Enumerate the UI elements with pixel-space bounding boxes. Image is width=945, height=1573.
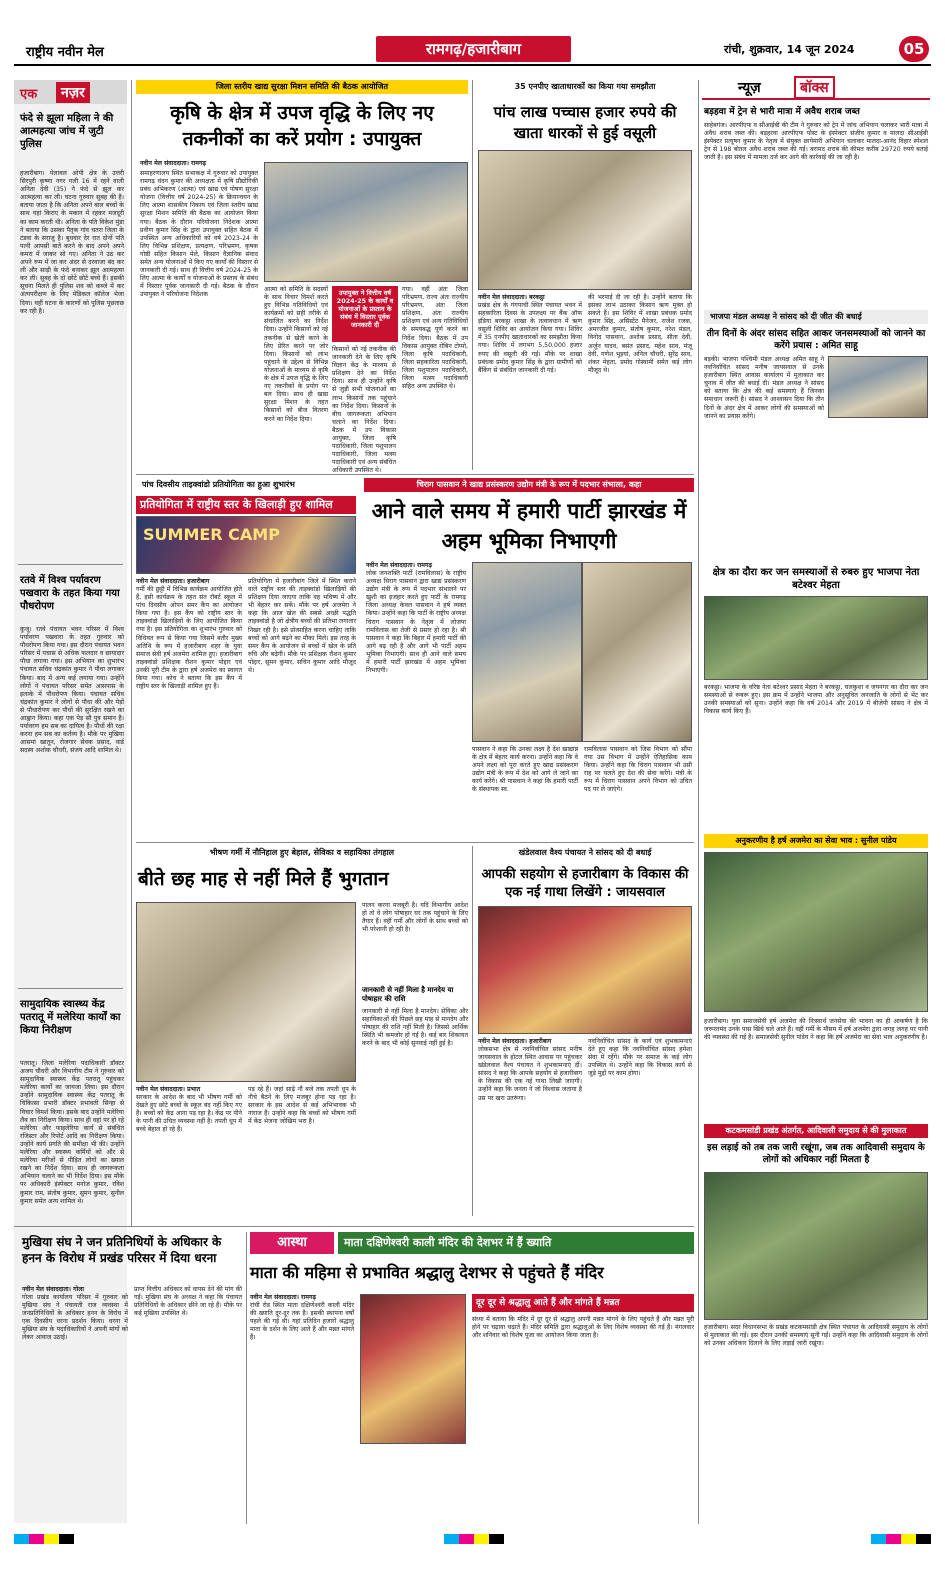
registration-marks [14, 1534, 931, 1546]
news-2-body: बड़की। भाजपा पश्चिमी मंडल अध्यक्ष अमित साहू ने नवनिर्वाचित सांसद मनीष जायसवाल से उनके हजारीबाग स्थित आवास कार्यालय में मुलाकात कर चुनाव में जीत की बधाई दी। मंडल अध्यक्ष ने सांसद को बताया कि क्षेत्र की कई समस्याएं हैं जिनका समाधान जरूरी है। सांसद ने आश्वासन दिया कि तीन दिनों के अंदर क्षेत्र में आकर लोगों की समस्याओं को जानने का प्रयास करेंगे। [704, 356, 824, 420]
news-5-kicker: कटकमसांडी प्रखंड अंतर्गत, आदिवासी समुदाय से की मुलाकात [704, 1124, 928, 1138]
chirag-photo-2 [582, 562, 692, 742]
meeting-photo [264, 162, 468, 282]
recovery-body-1: प्रखंड क्षेत्र के गंगपाची स्थित पंचायत भवन में सहकारिता दिवस के उपलक्ष्य पर बैंक ऑफ इंडिया बरकट्ठा शाखा के तत्वावधान में ऋण वसूली शिविर का आयोजन किया गया। शिविर में 35 एनपीए खाताधारकों का समझौता किया गया। शिविर में लगभग 5,50,000 हजार रुपए की वसूली की गई। मौके पर शाखा प्रबंधक प्रमोद कुमार सिंह के द्वारा ग्रामीणों को बैंकिंग से संबंधित जानकारी दी गई। [478, 302, 582, 374]
row-rule [136, 842, 694, 843]
right-column [702, 74, 930, 1524]
paper-name: राष्ट्रीय नवीन मेल [26, 45, 104, 60]
brief-2-title: रतवे में विश्व पर्यावरण पखवारा के तहत किया गया पौधरोपण [20, 575, 120, 612]
protest-body-1: गोला प्रखंड कार्यालय परिसर में गुरुवार को मुखिया संघ ने पंचायती राज व्यवस्था में जनप्रतिनिधियों के अधिकार हनन के विरोध में एक दिवसीय धरना प्रदर्शन किया। धरना में मुखिया संघ के पदाधिकारियों ने अपनी मांगों को लेकर आवाज उठाई। [22, 1294, 128, 1342]
chirag-photo-1 [472, 562, 582, 742]
news-2-kicker: भाजपा मंडल अध्यक्ष ने सांसद को दी जीत की बधाई [704, 310, 928, 324]
chirag-body-1: लोक जनशक्ति पार्टी (रामविलास) के राष्ट्रीय अध्यक्ष चिराग पासवान द्वारा खाद्य प्रसंस्करण उद्योग मंत्री के रूप में पदभार संभालने पर खुशी का इजहार करते हुए पार्टी के रामगढ़ जिला अध्यक्ष केवल पासवान ने हर्ष व्यक्त किया। उन्होंने कहा कि पार्टी के राष्ट्रीय अध्यक्ष चिराग पासवान के नेतृत्व में लोजपा रामविलास का तेजी से प्रसार हो रहा है। श्री पासवान ने कहा कि बिहार में हमारी पार्टी की आगे बढ़ रही है और आगे भी पार्टी अहम भूमिका निभाएगी। साथ ही आने वाले समय में हमारी पार्टी झारखंड में अहम भूमिका निभाएगी। [366, 570, 466, 675]
heat-headline: बीते छह माह से नहीं मिले हैं भुगतान [138, 868, 389, 890]
story-chirag [364, 478, 694, 838]
divider [18, 564, 123, 565]
news-5-title: इस लड़ाई को तब तक जारी रखूंगा, जब तक आदिवासी समुदाय के लोगों को अधिकार नहीं मिलता है [707, 1143, 925, 1165]
food-callout: उपायुक्त ने वित्तीय वर्ष 2024-25 के कार्यों व योजनाओं के प्रस्ताव के संबंध में विस्तार पूर्वक जानकारी दी [332, 286, 398, 342]
column-rule [246, 1232, 247, 1524]
story-food-security [136, 80, 468, 475]
jaiswal-body-1: लोकसभा क्षेत्र से नवनिर्वाचित सांसद मनीष जायसवाल के होटल स्थित आवास पर पहुंचकर खंडेलवाल वैश्य पंचायत ने शुभकामनाएं दीं। सांसद ने कहा कि आपके सहयोग से हजारीबाग के विकास की एक नई गाथा लिखी जाएगी। उन्होंने कहा कि जनता ने जो विश्वास जताया है उस पर खरा उतरूंगा। [478, 1046, 582, 1102]
recovery-kicker: 35 एनपीए खाताधारकों का किया गया समझौता [514, 82, 656, 91]
taekwondo-body-2: प्रतियोगिता में हजारीबाग जिले में स्थित कराने वाले राष्ट्रीय स्तर की ताइक्वांडो खिलाड़ियों की प्रशिक्षण दिया जाएगा ताकि वह भविष्य में और भी बेहतर कर सकें। मौके पर हर्ष अजमेरा ने कहा कि आज खेल की सबसे अच्छी पद्धति ताइक्वांडो है जो क्षेत्रीय बच्चों की प्रतिभा लगातार निखर रही है। इसे प्रोत्साहित करना चाहिए ताकि बच्चों को आगे बढ़ने का मौका मिले। इस तरह के समर कैंप के आयोजन से बच्चों में खेल के प्रति रुचि और बढ़ेगी। मौके पर प्रशिक्षक रौशन कुमार पोद्दार, सुमन कुमार, सचिन कुमार आदि मौजूद थे। [248, 578, 356, 675]
heat-kicker: भीषण गर्मी में नौनिहाल हुए बेहाल, सेविका व सहायिका तंगहाल [209, 848, 395, 857]
column-rule [472, 846, 473, 1216]
chirag-body-3: रामविलास पासवान को जिस विभाग को सौंपा गया उस विभाग में उन्होंने ऐतिहासिक काम किया। उन्होंने कहा कि चिराग पासवान भी उसी राह पर चलते हुए देश की सेवा करेंगे। मंत्री के रूप में चिराग पासवान अपने विभाग को उचित पद पर ले जाएंगे। [584, 746, 692, 794]
story-protest [22, 1232, 242, 1524]
chirag-kicker: चिराग पासवान ने खाद्य प्रसंस्करण उद्योग मंत्री के रूप में पदभार संभाला, कहा [364, 478, 694, 492]
temple-subhead: दूर दूर से श्रद्धालु आते हैं और मांगते हैं मन्नत [472, 1294, 694, 1312]
food-body-3: किसानों को नई तकनीक की जानकारी देने के लिए कृषि विज्ञान केंद्र के माध्यम से प्रशिक्षण देने का निर्देश दिया। साथ ही उन्होंने कृषि से जुड़ी सभी योजनाओं का लाभ किसानों तक पहुंचाने का निर्देश दिया। किसानों के बीच जागरूकता अभियान चलाने का निर्देश दिया। बैठक में उप विकास आयुक्त, जिला कृषि पदाधिकारी, जिला पशुपालन पदाधिकारी, जिला मत्स्य पदाधिकारी एवं अन्य संबंधित अधिकारी उपस्थित थे। [332, 346, 396, 475]
protest-byline: नवीन मेल संवाददाता। गोला [22, 1286, 85, 1293]
food-kicker: जिला स्तरीय खाद्य सुरक्षा मिशन समिति की बैठक आयोजित [136, 80, 468, 94]
header-part-b: नज़र [56, 82, 90, 103]
story-loan-recovery [476, 80, 694, 470]
taekwondo-byline: नवीन मेल संवाददाता। हजारीबाग [136, 578, 210, 585]
protest-body-2: प्राप्त वित्तीय अधिकार को वापस देने की मांग की गई। मुखिया संघ के अध्यक्ष ने कहा कि पंचायत प्रतिनिधियों के अधिकार छीने जा रहे हैं। मौके पर कई मुखिया उपस्थित थे। [134, 1286, 242, 1318]
mp-photo [828, 356, 928, 418]
color-swatch [871, 1534, 931, 1544]
news-3-title: क्षेत्र का दौरा कर जन समस्याओं से रुबरु हुए भाजपा नेता बटेश्वर मेहता [712, 567, 920, 591]
dateline: रांची, शुक्रवार, 14 जून 2024 [724, 43, 855, 56]
heat-subhead: जानकारी से नहीं मिला है मानदेय या पोषाहार की राशि [362, 986, 454, 1003]
chirag-body-2: पासवान ने कहा कि उनका लक्ष्य है देश खाद्यान्न के क्षेत्र में बेहतर कार्य करना। उन्होंने कहा कि वे अपने लक्ष्य को पूरा करते हुए खाद्य प्रसंस्करण उद्योग मंत्री के रूप में देश को आगे ले जाने का कार्य करेंगे। श्री पासवान ने कहा कि हमारी पार्टी के संस्थापक स्व. [472, 746, 578, 794]
story-taekwondo [136, 478, 356, 838]
aastha-label: आस्था [250, 1232, 334, 1254]
heat-byline: नवीन मेल संवाददाता। प्रभात [136, 1086, 201, 1093]
column-rule [698, 80, 699, 1524]
camp-banner-text: SUMMER CAMP [143, 525, 280, 544]
temple-body-1: रांची रोड स्थित माता दक्षिणेश्वरी काली मंदिर की ख्याति दूर-दूर तक है। इसकी स्थापना वर्षों पहले की गई थी। यहां प्रतिदिन हजारों श्रद्धालु माता के दर्शन के लिए आते हैं और मन्नत मांगते हैं। [250, 1302, 354, 1342]
row-rule [14, 1226, 694, 1227]
divider [18, 988, 123, 989]
heat-body-2: पड़ रहे हैं। जहां साढ़े नौ बजे तक तपती धूप के नीचे बैठने के लिए मजबूर होना पड़ रहा है। सरकार के इस आदेश से कई अभिभावक भी नाराज हैं। उन्होंने कहा कि बच्चों को भीषण गर्मी में केंद्र भेजना जोखिम भरा है। [248, 1086, 356, 1126]
row-rule [136, 474, 694, 475]
section-title: रामगढ़/हजारीबाग [425, 40, 522, 58]
heat-body-4: जानकारी से नहीं मिला है मानदेय। सेविका और सहायिकाओं की पिछले छह माह से मानदेय और पोषाहार की राशि नहीं मिली है। जिससे आर्थिक स्थिति भी कमजोर हो गई है। कई बार शिकायत करने के बाद भी कोई सुनवाई नहीं हुई है। [362, 1008, 468, 1048]
food-body-2: आत्मा को समिति के सदस्यों के साथ विचार विमर्श करते हुए विभिन्न गतिविधियों एवं कार्यक्रमों को सही तरीके से संचालित करने का निर्देश दिया। उन्होंने किसानों को नई तकनीक से खेती करने के लिए प्रेरित करने पर जोर दिया। किसानों को लाभ पहुंचाने के उद्देश्य से विभिन्न योजनाओं के माध्यम से कृषि के क्षेत्र में उपज वृद्धि के लिए नए तकनीकों के प्रयोग पर बल दिया। साथ ही खाद्य सुरक्षा मिशन के तहत किसानों को बीज वितरण करने का निर्देश दिया। [264, 286, 328, 423]
well-photo [704, 852, 928, 1012]
brief-3-title: सामुदायिक स्वास्थ्य केंद्र पतरातू में मलेरिया कार्यों का किया निरीक्षण [20, 999, 121, 1036]
column-rule [131, 80, 132, 1226]
column-rule [472, 80, 473, 470]
news-1-body: साहेबगंज। आरपीएफ व सीआईबी की टीम ने गुरुवार को ट्रेन में जांच अभियान चलाकर भारी मात्रा में अवैध शराब जब्त की। बड़हरवा आरपीएफ पोस्ट के इंस्पेक्टर संजीव कुमार व मालदा सीआईबी इंस्पेक्टर प्रत्यूषन कुमार के नेतृत्व में संयुक्त छापेमारी अभियान चलाकर मालदा-आनंद विहार स्पेशल ट्रेन से 198 बोतल अवैध शराब जब्त की गई। बरामद शराब की कीमत करीब 29720 रुपये बताई जाती है। इस संबंध में मामला दर्ज कर आगे की कार्रवाई की जा रही है। [704, 122, 928, 162]
page-number: 05 [899, 36, 929, 62]
news-4-body: हजारीबाग। युवा समाजसेवी हर्ष अजमेरा की निःस्वार्थ जनसेवा की भावना का ही आकर्षण है कि जरूरतमंद उनके पास खिंचे चले आते हैं। वहीं गर्मी के मौसम में हर्ष अजमेरा द्वारा जगह जगह पर पानी की व्यवस्था की गई है। समाजसेवी सुनील पांडेय ने कहा कि हर्ष अजमेरा का सेवा भाव अनुकरणीय है। [704, 1018, 928, 1042]
taekwondo-kicker: पांच दिवसीय ताइक्वांडो प्रतियोगिता का हुआ शुभारंभ [142, 480, 295, 489]
taekwondo-body-1: गर्मी की छुट्टी में विभिन्न कार्यक्रम आयोजित होते हैं, इसी कार्यक्रम के तहत संत रॉबर्ट स्कूल में पांच दिवसीय ओपन समर कैंप का आयोजन किया गया है। इस कैंप को राष्ट्रीय स्तर के ताइक्वांडो खिलाड़ियों के लिए आयोजित किया गया है। इस प्रतियोगिता का शुभारंभ गुरुवार को विधिवत रूप से किया गया जिसमें बतौर मुख्य अतिथि के रूप में हजारीबाग शहर के युवा समाज सेवी हर्ष अजमेरा शामिल हुए। हजारीबाग ताइक्वांडो प्रशिक्षक रौशन कुमार पोद्दार एवं उनकी पूरी टीम के द्वारा हर्ष अजमेरा का स्वागत किया गया। कोच ने बताया कि इस कैंप में राष्ट्रीय स्तर के खिलाड़ी शामिल हुए हैं। [136, 586, 242, 691]
tour-photo [704, 596, 928, 680]
food-headline: कृषि के क्षेत्र में उपज वृद्धि के लिए नए तकनीकों का करें प्रयोग : उपायुक्त [170, 102, 434, 150]
jaiswal-photo [478, 906, 692, 1034]
news-4-kicker: अनुकरणीय है हर्ष अजमेरा का सेवा भाव : सुनील पांडेय [704, 834, 928, 848]
header-part-b: बॉक्स [794, 76, 835, 99]
brief-2-body: कुजू। रतवे पंचायत भवन परिसर में विश्व पर्यावरण पखवारा के तहत गुरुवार को पौधरोपण किया गया। इस दौरान पंचायत भवन परिसर में पचास से अधिक फलदार व छायादार पौधा लगाया गया। इस अभियान का शुभारंभ पंचायत सचिव चंद्रकांत कुमार ने पौधा लगाकर किया। बाद में अन्य कई लगाया गया। उन्होंने लोगों ने पंचायत परिसर समेत आसपास के इलाके में पौधरोपण किया। पंचायत सचिव चंद्रकांत कुमार ने लोगों से पौधा की और पेड़ों से पौधारोपण कर पौधों की सुरक्षित रखने का आह्वान किया। कहा एक पेड़ सौ पुत्र समान है। पर्यावरण हम सब का दायित्व है। पौधों की रक्षा करना हम सब का कर्तव्य है। मौके पर मुखिया आसमां खातून, रोजगार सेवक प्रसाद, वार्ड सदस्य अशोक चौधरी, संजय आदि शामिल थे। [20, 626, 124, 755]
color-swatch [444, 1534, 504, 1544]
color-swatch [14, 1534, 74, 1544]
recovery-byline: नवीन मेल संवाददाता। बरकट्ठा [478, 294, 545, 301]
jaiswal-byline: नवीन मेल संवाददाता। हजारीबाग [478, 1038, 552, 1045]
brief-3-body: पतरातू। जिला मलेरिया पदाधिकारी डॉक्टर अजय चौधरी और विभागीय टीम ने गुरुवार को सामुदायिक स्वास्थ्य केंद्र पतरातू पहुंचकर मलेरिया कार्यों का जायजा लिया। इस दौरान उन्होंने सामुदायिक स्वास्थ्य केंद्र पतरातू के चिकित्सा प्रभारी डॉक्टर प्रभावती सिन्हा से विचार विमर्श किया। इसके बाद उन्होंने मलेरिया लैब का निरीक्षण किया। साथ ही वहां पर हो रहे मलेरिया और फाइलेरिया कार्य से संबंधित रजिस्टर और रिपोर्ट आदि का निरीक्षण किया। उन्होंने कार्य प्रगति की समीक्षा भी की। उन्होंने मलेरिया और स्वास्थ्य कर्मियों को और से मलेरिया मरीजों से पीड़ित लोगों का ख्याल रखने का निर्देश दिया। साथ ही जागरूकता अभियान चलाने का भी निर्देश दिया। इस मौके पर अधिकारी इंस्पेक्टर मनोज कुमार, रविश कुमार राम, संतोष कुमार, सुमन कुमार, सुनील कुमार समेत अन्य शामिल थे। [20, 1060, 124, 1205]
masthead [14, 32, 931, 66]
news-5-body: हजारीबाग। सदर विधानसभा के प्रखंड कटकमसांडी क्षेत्र स्थित पंचायत के आदिवासी समुदाय के लोगों से मुलाकात की गई। इस दौरान उनकी समस्याएं सुनी गईं। उन्होंने कहा कि आदिवासी समुदाय के लोगों को उनका अधिकार दिलाने के लिए लड़ाई जारी रखूंगा। [704, 1324, 928, 1348]
ek-nazar-header [14, 80, 127, 104]
story-jaiswal [476, 846, 694, 1216]
recovery-body-2: की भरपाई दी जा रही है। उन्होंने बताया कि इसका लाभ उठाकर किसान ऋण मुक्त हो सकते हैं। इस शिविर में शाखा प्रबंधक प्रमोद कुमार सिंह, असिस्टेंट मैनेजर, राजेश रजक, अमरजीत कुमार, संतोष कुमार, नरेश मंडल, विनोद पासवान, अशोक प्रसाद, सीता देवी, अर्जुन यादव, बसंत प्रसाद, महेश साव, मंजू देवी, गणेश भुइयां, अनिल चौधरी, सुरेंद्र साव, शंकर मेहता, प्रमोद गोस्वामी समेत कई लोग मौजूद थे। [588, 294, 692, 374]
temple-kicker: माता दक्षिणेश्वरी काली मंदिर की देशभर में हैं ख्याति [338, 1232, 694, 1254]
news-1-title: बड़हवा में ट्रेन से भारी मात्रा में अवैध शराब जब्त [704, 107, 860, 117]
heat-body-1: सरकार के आदेश के बाद भी भीषण गर्मी को देखते हुए छोटे बच्चों के स्कूल बंद नहीं किए गए हैं। बच्चों को केंद्र आना पड़ रहा है। केंद्र पर पीने के पानी की उचित व्यवस्था नहीं है। तपती धूप में बच्चे बेहाल हो रहे हैं। [136, 1094, 242, 1134]
brief-1-title: फंदे से झूला महिला ने की आत्महत्या जांच में जुटी पुलिस [20, 113, 114, 150]
section-banner [376, 36, 571, 62]
jaiswal-body-2: नवनिर्वाचित सांसद के कार्य एवं शुभकामनाएं देते हुए कहा कि नवनिर्वाचित सांसद हमेशा सेवा में रहेंगे। मौके पर समाज के कई लोग उपस्थित थे। उन्होंने कहा कि विकास कार्य से जुड़े मुद्दों पर काम होगा। [588, 1038, 692, 1078]
temple-body-2: संध्या में बताया कि मंदिर में दूर दूर से श्रद्धालु अपनी मन्नत मांगने के लिए पहुंचते हैं और मन्नत पूरी होने पर चढ़ावा चढ़ाते हैं। मंदिर समिति द्वारा श्रद्धालुओं के लिए विशेष व्यवस्था की गई है। मंगलवार और शनिवार को विशेष पूजा का आयोजन किया जाता है। [472, 1316, 694, 1340]
story-temple [250, 1232, 694, 1524]
chirag-byline: नवीन मेल संवाददाता। रामगढ़ [366, 562, 432, 569]
food-body-4: गया। वहीं अंतः जिला परिभ्रमण, राज्य अंतः राज्यीय परिभ्रमण, अंतः जिला प्रशिक्षण, अंतः राज्यीय प्रशिक्षण एवं अन्य गतिविधियों के समयबद्ध पूर्ण करने का निर्देश दिया। बैठक में उप विकास आयुक्त रोबिन टोप्पो, जिला कृषि पदाधिकारी, जिला सहकारिता पदाधिकारी, जिला पशुपालन पदाधिकारी, जिला मत्स्य पदाधिकारी सहित अन्य उपस्थित थे। [402, 286, 468, 391]
bank-photo [478, 150, 692, 290]
news-2-title: तीन दिनों के अंदर सांसद सहित आकर जनसमस्याओं को जानने का करेंगे प्रयास : अमित साहू [706, 329, 926, 351]
story-heat [136, 846, 468, 1216]
food-byline: नवीन मेल संवाददाता। रामगढ़ [140, 160, 206, 167]
news-3-body: बरकट्ठा। भाजपा के वरिष्ठ नेता बटेश्वर प्रसाद मेहता ने बरकट्ठा, चलकुशा व जयनगर का दौरा कर जन समस्याओं से रूबरू हुए। इस क्रम में उन्होंने भाजपा और अनुसूचित जनजाति के लोगों से भेंट कर उनकी समस्याओं को सुना। उन्होंने कहा कि वर्ष 2014 और 2019 में बीजेपी सांसद ने क्षेत्र में विकास कार्य किए हैं। [704, 684, 928, 716]
jaiswal-kicker: खंडेलवाल वैश्य पंचायत ने सांसद को दी बधाई [518, 848, 652, 857]
children-photo [136, 902, 356, 1082]
taekwondo-headline: प्रतियोगिता में राष्ट्रीय स्तर के खिलाड़ी हुए शामिल [136, 496, 356, 514]
goddess-photo [360, 1294, 466, 1444]
header-part-a: न्यूज़ [738, 80, 761, 96]
chirag-headline: आने वाले समय में हमारी पार्टी झारखंड में अहम भूमिका निभाएगी [371, 499, 687, 553]
temple-headline: माता की महिमा से प्रभावित श्रद्धालु देशभर से पहुंचते हैं मंदिर [250, 1263, 604, 1282]
recovery-headline: पांच लाख पच्चास हजार रुपये की खाता धारकों से हुई वसूली [493, 103, 677, 142]
summer-camp-photo [136, 516, 356, 574]
village-photo [704, 1172, 928, 1320]
brief-1-body: हजारीबाग। पेलावल ओपी क्षेत्र के उत्तरी सिरपुरी कृष्णा नगर गली 16 में रहने वाली अनिता देवी (35) ने फंदे से झूल कर आत्महत्या कर ली। घटना गुरुवार सुबह की है। बताया जाता है कि अनिता अपने बाल बच्चों के साथ यहां किराए के मकान में रहकर मजदूरी का काम करती थी। अनिता के पति विकेश मुंडा ने बताया कि उसका पैतृक गांव चतरा जिला के टंडवा के सराजु है। बुधवार देर रात दोनों पति पत्नी आपसी बातें करने के बाद अपने अपने कमरा में जाकर सो गए। अनिता ने उठ कर अपने रूम में जा कर अंदर से दरवाजा बंद कर ली और साड़ी के फंदे बनाकर झूल आत्महत्या कर ली। सुबह के दो छोटे छोटे बच्चे हैं। इसकी सूचना मिलते ही पुलिस शव को कब्जे में कर अंत्यपरीक्षण के लिए मेडिकल कॉलेज भेजा दिया। वहीं घटना के कारणों को पुलिस पूछताछ कर रही है। [20, 170, 124, 315]
protest-headline: मुखिया संघ ने जन प्रतिनिधियों के अधिकार के हनन के विरोध में प्रखंड परिसर में दिया धरना [22, 1235, 222, 1265]
news-box-header [702, 74, 930, 100]
food-body-1: समाहरणालय स्थित सभाकक्ष में गुरुवार को उपायुक्त रामगढ़ चंदन कुमार की अध्यक्षता में कृषि प्रौद्योगिकी प्रबंध अभिकरण (आत्मा) एवं खाद्य एवं पोषण सुरक्षा योजना (वित्तीय वर्ष 2024-25) के क्रियान्वयन के लिए आत्मा शासकीय निकाय एवं जिला स्तरीय खाद्य सुरक्षा मिशन समिति की बैठक का आयोजन किया गया। बैठक के दौरान परियोजना निदेशक आत्मा प्रवीण कुमार सिंह के द्वारा उपायुक्त सहित बैठक में उपस्थित अन्य अधिकारियों को वर्ष 2023-24 के लिए विभिन्न प्रशिक्षण, प्रत्यक्षण, परिभ्रमण, कृषक गोष्ठी सहित किसान मेले, किसान वैज्ञानिक संवाद समेत अन्य योजनाओं में किए गए कार्यों की विस्तार से जानकारी दी गई। साथ ही वित्तीय वर्ष 2024-25 के लिए आत्मा के कार्यों व योजनाओं के प्रस्ताव के संबंध में विस्तार पूर्वक जानकारी दी गई। बैठक के दौरान उपायुक्त ने परियोजना निदेशक [140, 170, 258, 299]
header-part-a: एक [20, 87, 38, 102]
temple-byline: नवीन मेल संवाददाता। रामगढ़ [250, 1294, 316, 1301]
heat-body-3: पालन करना मजबूरी है। यदि विभागीय आदेश हो तो वे लोग पोषाहार घर तक पहुंचाने के लिए तैयार हैं। वहीं गर्मी और लोगों के साथ बच्चों को भी परेशानी हो रही है। [362, 902, 468, 934]
jaiswal-headline: आपकी सहयोग से हजारीबाग के विकास की एक नई गाथा लिखेंगे : जायसवाल [481, 867, 689, 900]
